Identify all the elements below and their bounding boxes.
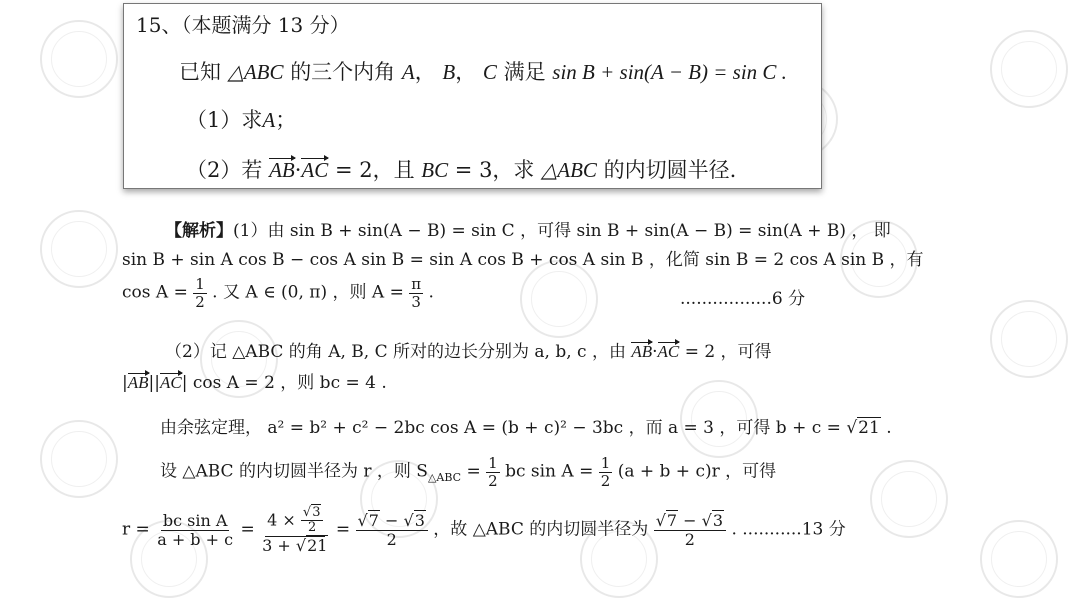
watermark-stamp [980, 520, 1058, 598]
solution-p1-line2: sin B + sin A cos B − cos A sin B = sin A cos B + cos A sin B ，化简 sin B = 2 cos A sin B ，有 [122, 250, 924, 270]
solution-p2-line3: 由余弦定理， a² = b² + c² − 2bc cos A = (b + c)² − 3bc ，而 a = 3 ，可得 b + c = √21 . [160, 418, 892, 438]
solution-p1-line3: cos A = $\frac{1}{2}$ . 又 A ∈ (0, π) ，则 A = $\frac{\pi}{3}$ . [122, 275, 434, 311]
fraction-half-2: $\frac{1}{2}$ [600, 454, 611, 490]
problem-box [123, 3, 822, 189]
score-part1: .................6 分 [680, 289, 806, 309]
fraction-r: $\frac{\text{bc sin A}}{a + b + c}$ [157, 511, 234, 549]
fraction-half: $\frac{1}{2}$ [195, 275, 205, 311]
watermark-stamp [870, 460, 948, 538]
fraction-half-1: $\frac{1}{2}$ [488, 454, 498, 490]
watermark-stamp [40, 210, 118, 288]
solution-tag: 【解析】 [165, 221, 233, 241]
solution-p2-line1: （2）记 △ABC 的角 A, B, C 所对的边长分别为 a, b, c ，由 AB·AC = 2 ，可得 [165, 342, 772, 362]
fraction-pi-over-3: $\frac{\pi}{3}$ [411, 275, 422, 311]
solution-p2-line2: |AB||AC| cos A = 2 ，则 bc = 4 . [122, 373, 387, 393]
problem-statement: 已知 △ABC 的三个内角 A， B， C 满足 sin B + sin(A − B) = sin C . [179, 60, 787, 84]
fraction-substituted: 4 × $\frac{√3}{2}$ 3 + √21 [262, 505, 328, 555]
watermark-stamp [520, 260, 598, 338]
question-1: （1）求A； [186, 108, 297, 132]
watermark-stamp [990, 30, 1068, 108]
problem-header: 15、（本题满分 13 分） [136, 13, 350, 37]
vector-ac: AC [301, 158, 329, 182]
watermark-stamp [990, 300, 1068, 378]
watermark-stamp [40, 420, 118, 498]
fraction-sqrt3-over-2: $\frac{√3}{2}$ [301, 506, 324, 536]
fraction-final: $\frac{√7 - √3}{2}$ [654, 512, 726, 548]
solution-p1-line1: 【解析】(1）由 sin B + sin(A − B) = sin C ，可得 sin B + sin(A − B) = sin(A + B) ， 即 [165, 221, 891, 241]
solution-p2-line4: 设 △ABC 的内切圆半径为 r ，则 $S_{\triangle ABC}$ = $\frac{1}{2}$ bc sin A = $\frac{1}{2}$ (a + b + c)r ，可得 [160, 454, 777, 490]
vector-ab: AB [269, 158, 295, 182]
question-2: （2）若 AB·AC = 2，且 BC = 3，求 △ABC 的内切圆半径. [186, 158, 737, 182]
solution-p2-line5: r = $\frac{\text{bc sin A}}{a + b + c}$ = 4 × $\frac{√3}{2}$ 3 + √21 = $\frac{√7 - √3}{2}$ ，故 △ABC 的内切圆半径为 $\frac{√7 - √3}{2}$ . ...........13 分 [122, 505, 846, 555]
watermark-stamp [40, 20, 118, 98]
fraction-result: $\frac{√7 - √3}{2}$ [356, 512, 428, 548]
sqrt-21: √21 [846, 418, 880, 438]
